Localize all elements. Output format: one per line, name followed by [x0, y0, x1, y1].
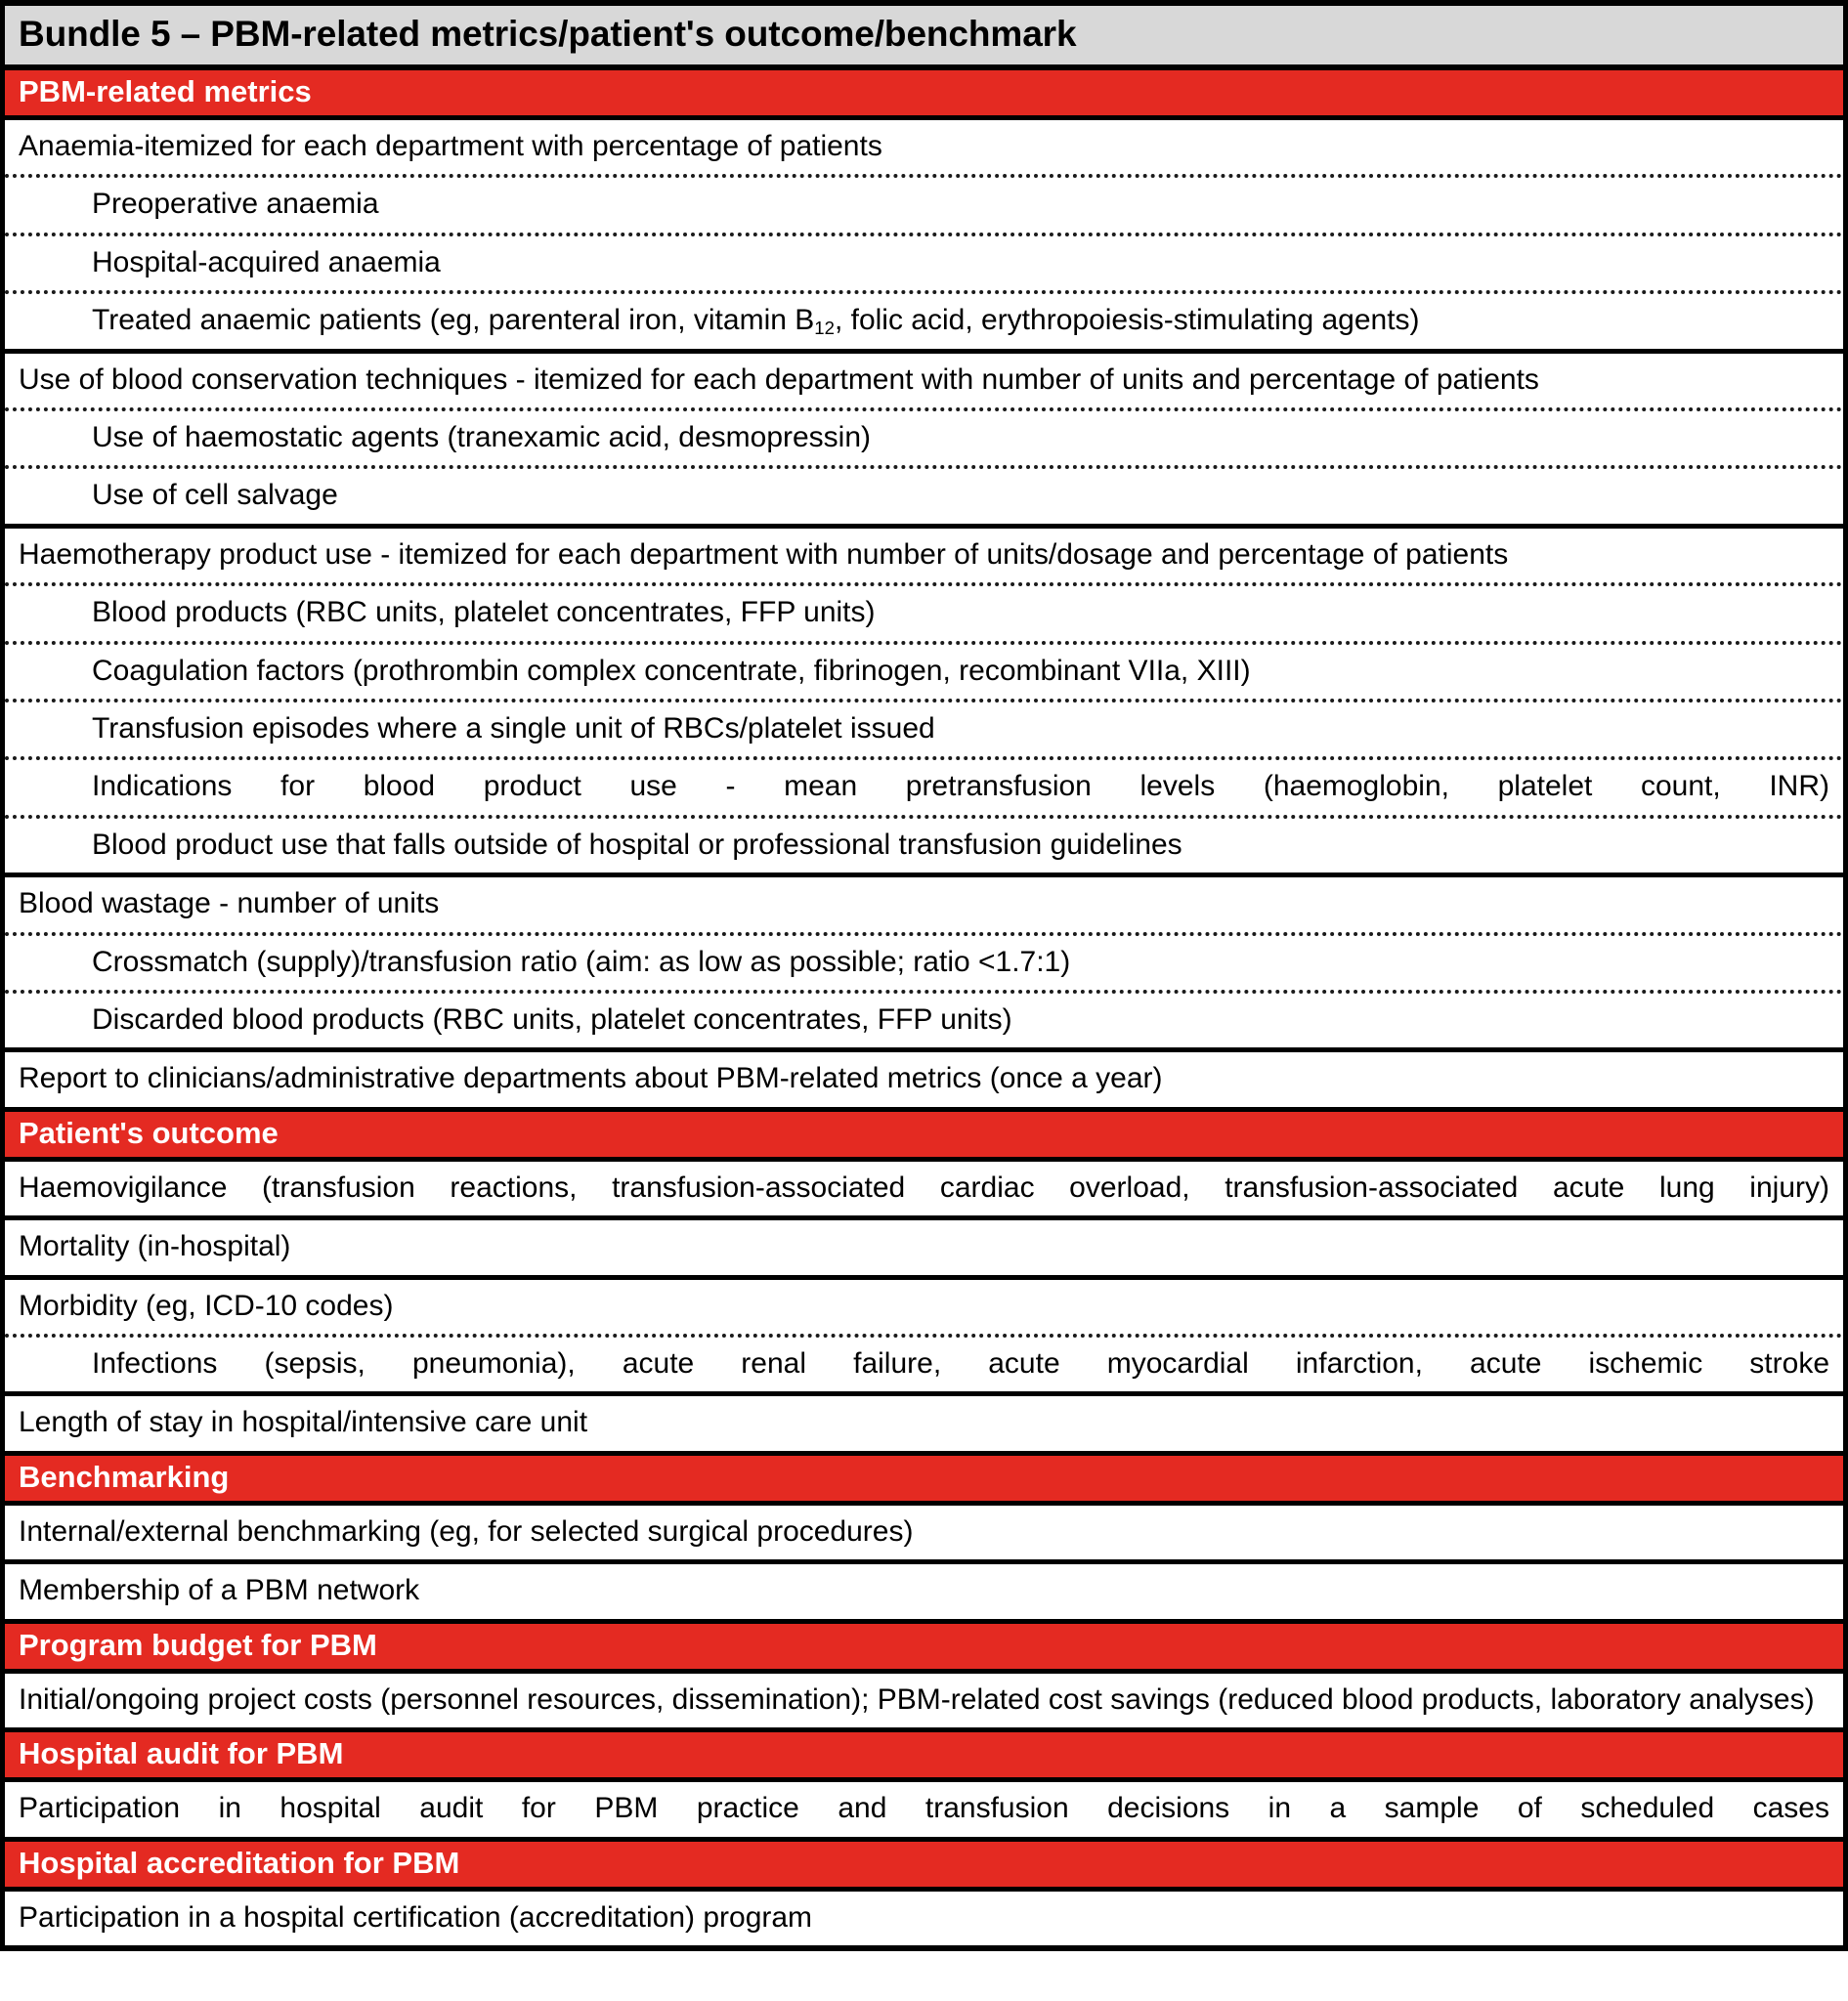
table-subrow: [5, 645, 1843, 702]
section-header: [5, 1624, 1843, 1674]
row-label: Morbidity (eg, ICD-10 codes): [19, 1289, 394, 1322]
table-row: [5, 120, 1843, 178]
table-subrow: [5, 702, 1843, 760]
table-row: [5, 1892, 1843, 1945]
table-row: [5, 1564, 1843, 1623]
table-row: [5, 1162, 1843, 1220]
row-label: Blood wastage - number of units: [19, 887, 440, 920]
row-label: Haemotherapy product use - itemized for each department with number of units/dosage and percentage of patients: [19, 537, 1509, 571]
table-subrow: [5, 469, 1843, 528]
table-row: [5, 1280, 1843, 1338]
row-label: Discarded blood products (RBC units, platelet concentrates, FFP units): [92, 1002, 1012, 1036]
table-row: [5, 1220, 1843, 1279]
row-label: Membership of a PBM network: [19, 1574, 420, 1607]
section-header: [5, 70, 1843, 120]
row-label: Length of stay in hospital/intensive care unit: [19, 1406, 588, 1439]
row-label: Anaemia-itemized for each department with percentage of patients: [19, 130, 882, 163]
table-title-bar: [5, 6, 1843, 70]
table-row: [5, 1506, 1843, 1564]
page-title: Bundle 5 – PBM-related metrics/patient's outcome/benchmark: [19, 14, 1077, 54]
table-subrow: [5, 294, 1843, 353]
section-header-label: Hospital audit for PBM: [19, 1736, 344, 1771]
table-subrow: [5, 994, 1843, 1052]
table-subrow: [5, 760, 1843, 818]
table-row: [5, 529, 1843, 586]
section-header: [5, 1842, 1843, 1892]
row-label: Treated anaemic patients (eg, parenteral iron, vitamin $B_{12}$, folic acid, erythropoiesis-stimulating agents): [92, 304, 1420, 339]
row-label: Initial/ongoing project costs (personnel resources, dissemination); PBM-related cost savings (reduced blood products, laboratory analyses): [19, 1682, 1815, 1716]
table-subrow: [5, 586, 1843, 644]
table-row: [5, 877, 1843, 935]
row-label: Use of haemostatic agents (tranexamic acid, desmopressin): [92, 421, 872, 453]
row-label: Blood products (RBC units, platelet concentrates, FFP units): [92, 596, 876, 629]
row-label: Report to clinicians/administrative departments about PBM-related metrics (once a year): [19, 1062, 1163, 1095]
table-row: [5, 1396, 1843, 1455]
section-header: [5, 1112, 1843, 1162]
sections-container: [5, 70, 1843, 1945]
table-subrow: [5, 936, 1843, 994]
section-header-label: Benchmarking: [19, 1459, 230, 1494]
section-header-label: PBM-related metrics: [19, 73, 312, 108]
row-label: Haemovigilance (transfusion reactions, transfusion-associated cardiac overload, transfusion-associated acute lung injury): [19, 1171, 1829, 1204]
table-row: [5, 354, 1843, 411]
table-row: [5, 1782, 1843, 1841]
row-label: Mortality (in-hospital): [19, 1230, 291, 1263]
row-label: Blood product use that falls outside of hospital or professional transfusion guidelines: [92, 828, 1182, 861]
section-header-label: Patient's outcome: [19, 1115, 279, 1150]
table-subrow: [5, 236, 1843, 294]
row-label: Transfusion episodes where a single unit of RBCs/platelet issued: [92, 711, 935, 745]
row-label: Use of cell salvage: [92, 479, 338, 512]
table-subrow: [5, 1338, 1843, 1396]
row-label: Hospital-acquired anaemia: [92, 245, 441, 278]
row-label: Indications for blood product use - mean pretransfusion levels (haemoglobin, platelet count, INR): [92, 770, 1829, 803]
row-label: Coagulation factors (prothrombin complex concentrate, fibrinogen, recombinant VIIa, XIII): [92, 654, 1251, 687]
section-header-label: Program budget for PBM: [19, 1627, 377, 1662]
row-label: Participation in hospital audit for PBM practice and transfusion decisions in a sample of scheduled cases: [19, 1792, 1829, 1825]
section-header: [5, 1732, 1843, 1782]
row-label: Participation in a hospital certification (accreditation) program: [19, 1900, 813, 1934]
table-subrow: [5, 819, 1843, 877]
table-row: [5, 1052, 1843, 1111]
row-label: Use of blood conservation techniques - itemized for each department with number of units and percentage of patients: [19, 362, 1539, 396]
row-label: Internal/external benchmarking (eg, for selected surgical procedures): [19, 1514, 914, 1548]
section-header-label: Hospital accreditation for PBM: [19, 1845, 460, 1880]
table-subrow: [5, 178, 1843, 235]
table-subrow: [5, 411, 1843, 469]
row-label: Crossmatch (supply)/transfusion ratio (aim: as low as possible; ratio <1.7:1): [92, 945, 1071, 978]
table-row: [5, 1674, 1843, 1732]
section-header: [5, 1456, 1843, 1506]
row-label: Preoperative anaemia: [92, 188, 379, 221]
row-label: Infections (sepsis, pneumonia), acute renal failure, acute myocardial infarction, acute ischemic stroke: [92, 1346, 1829, 1380]
